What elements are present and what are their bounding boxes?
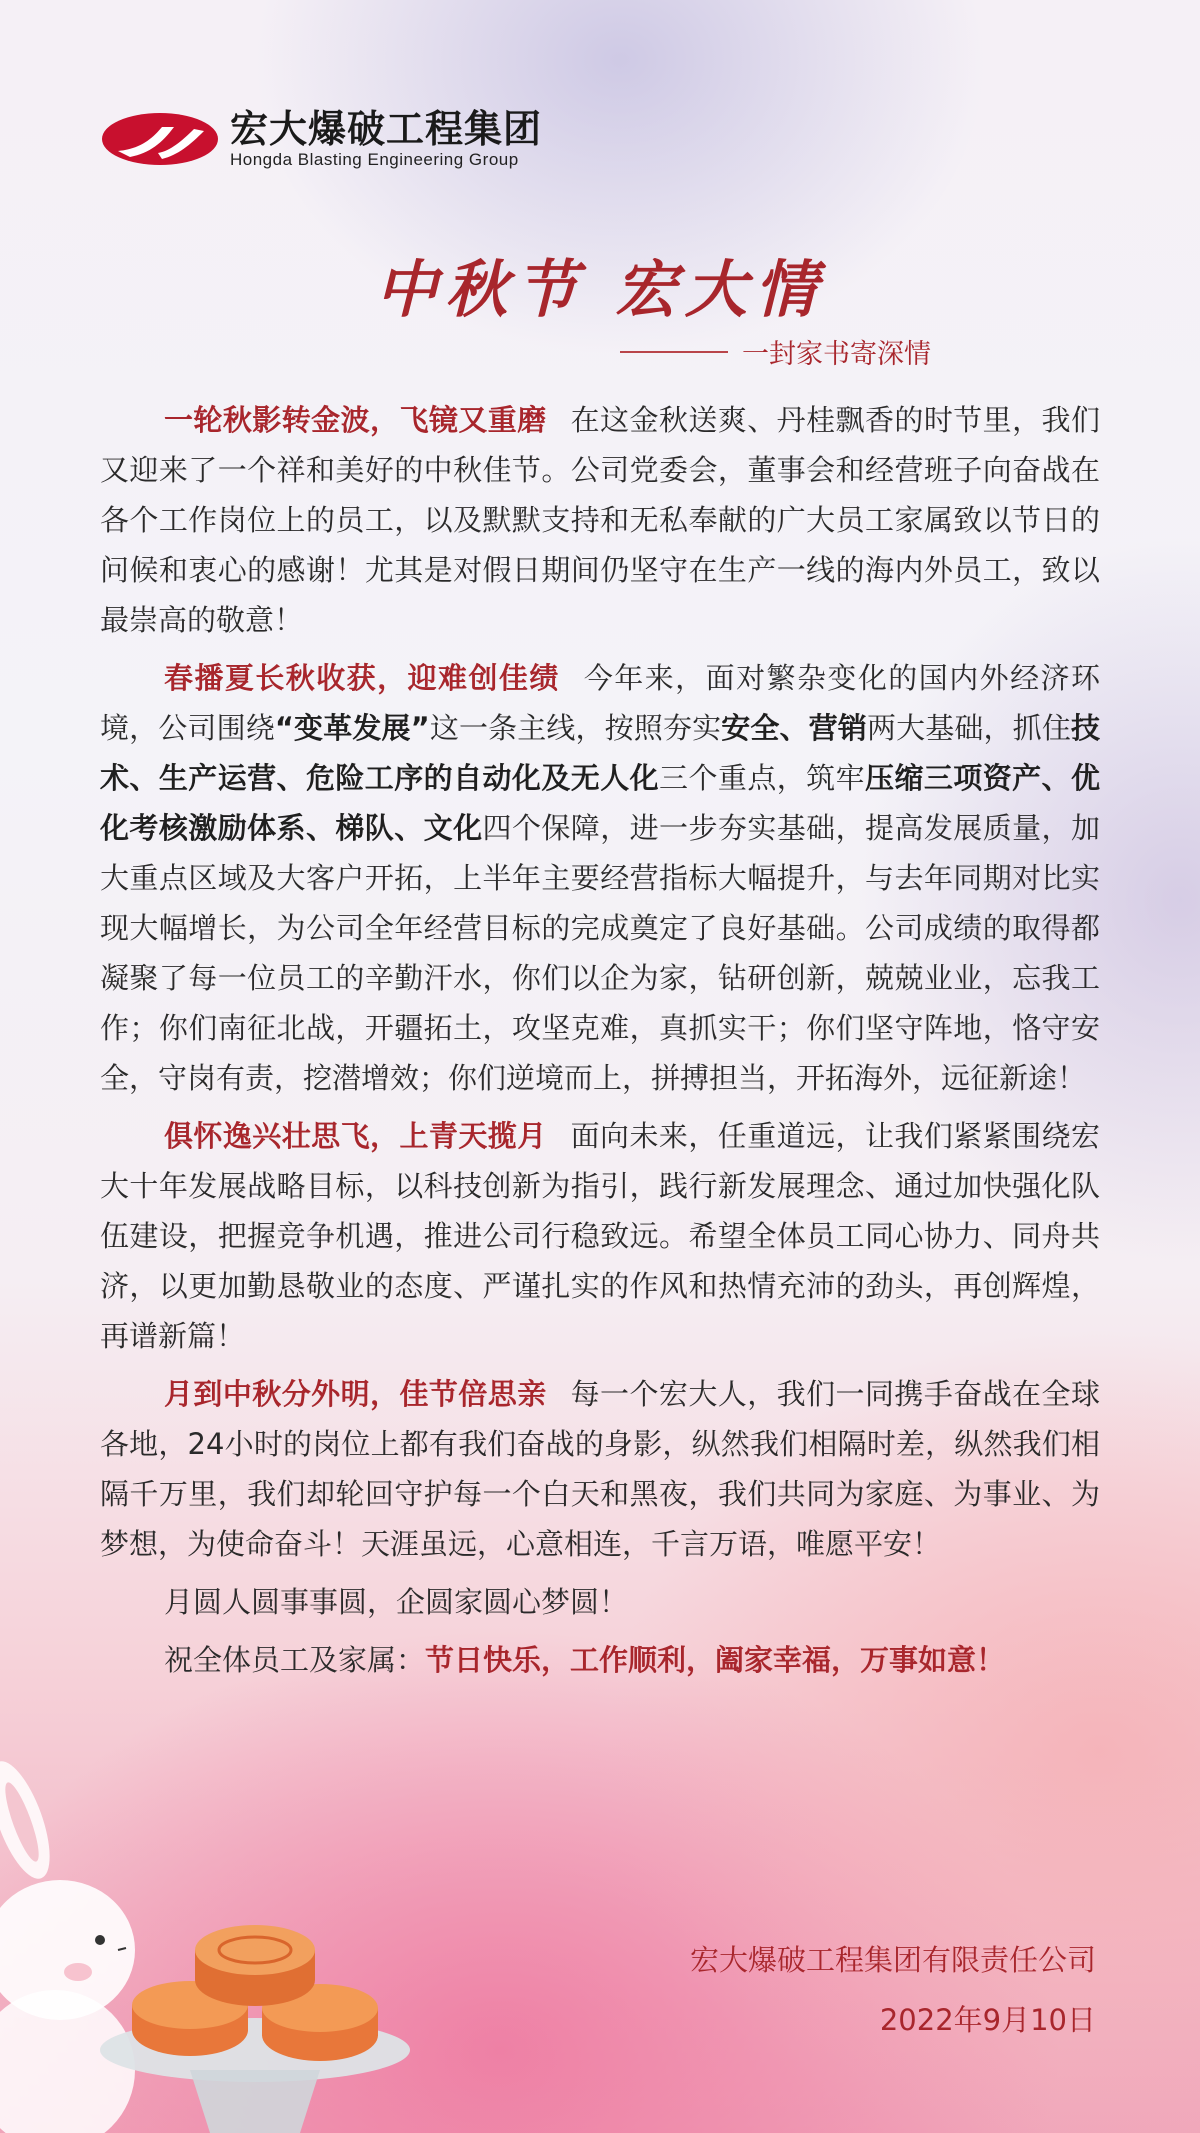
highlight-text: 技术、生产运营、危险工序的自动化及无人化 [100, 711, 1100, 795]
paragraph-text: 今年来，面对繁杂变化的国内外经济环境，公司围绕 [100, 661, 1100, 745]
paragraph-text: 这一条主线，按照夯实 [429, 711, 722, 745]
festival-decoration [0, 1750, 430, 2133]
wish-line [100, 1635, 1100, 1685]
signature-date: 2022年9月10日 [879, 2003, 1096, 2037]
logo-mark-icon [100, 109, 220, 169]
logo-name-cn: 宏大爆破工程集团 [230, 107, 543, 151]
highlight-text: 压缩三项资产、优化考核激励体系、梯队、文化 [100, 761, 1100, 845]
page-title: 中秋节 宏大情 [375, 253, 825, 326]
signature-company: 宏大爆破工程集团有限责任公司 [689, 1943, 1096, 1977]
subtitle-rule [620, 351, 728, 353]
paragraph-1 [100, 395, 1100, 645]
wish-text: 节日快乐，工作顺利，阖家幸福，万事如意！ [425, 1643, 1006, 1677]
paragraph-lead: 一轮秋影转金波，飞镜又重磨 [164, 403, 547, 437]
paragraph-4 [100, 1369, 1100, 1569]
paragraph-text: 三个重点，筑牢 [659, 761, 866, 795]
paragraph-text: 面向未来，任重道远，让我们紧紧围绕宏大十年发展战略目标，以科技创新为指引，践行新发展理念、通过加快强化队伍建设，把握竞争机遇，推进公司行稳致远。希望全体员工同心协力、同舟共济，以更加勤恳敬业的态度、严谨扎实的作风和热情充沛的劲头，再创辉煌，再谱新篇！ [100, 1119, 1100, 1353]
paragraph-text: 每一个宏大人，我们一同携手奋战在全球各地，24小时的岗位上都有我们奋战的身影，纵然我们相隔时差，纵然我们相隔千万里，我们却轮回守护每一个白天和黑夜，我们共同为家庭、为事业、为梦想，为使命奋斗！天涯虽远，心意相连，千言万语，唯愿平安！ [100, 1377, 1100, 1561]
rabbit-icon [0, 1754, 135, 2133]
subtitle [620, 332, 931, 371]
paragraph-text: 在这金秋送爽、丹桂飘香的时节里，我们又迎来了一个祥和美好的中秋佳节。公司党委会，董事会和经营班子向奋战在各个工作岗位上的员工，以及默默支持和无私奉献的广大员工家属致以节日的问候和衷心的感谢！尤其是对假日期间仍坚守在生产一线的海内外员工，致以最崇高的敬意！ [100, 403, 1100, 637]
paragraph-lead: 月到中秋分外明，佳节倍思亲 [164, 1377, 547, 1411]
signature [690, 1930, 1096, 2050]
subtitle-text: 一封家书寄深情 [742, 339, 931, 370]
logo-name-en: Hongda Blasting Engineering Group [230, 150, 519, 169]
paragraph-lead: 春播夏长秋收获，迎难创佳绩 [164, 661, 560, 695]
paragraph-lead: 俱怀逸兴壮思飞，上青天揽月 [164, 1119, 547, 1153]
paragraph-text: 两大基础，抓住 [866, 711, 1071, 745]
company-logo [100, 108, 542, 170]
paragraph-3 [100, 1111, 1100, 1361]
paragraph-2 [100, 653, 1100, 1103]
paragraph-text: 四个保障，进一步夯实基础，提高发展质量，加大重点区域及大客户开拓，上半年主要经营指标大幅提升，与去年同期对比实现大幅增长，为公司全年经营目标的完成奠定了良好基础。公司成绩的取得都凝聚了每一位员工的辛勤汗水，你们以企为家，钻研创新，兢兢业业，忘我工作；你们南征北战，开疆拓土，攻坚克难，真抓实干；你们坚守阵地，恪守安全，守岗有责，挖潜增效；你们逆境而上，拼搏担当，开拓海外，远征新途！ [100, 811, 1100, 1095]
highlight-text: 安全、营销 [721, 711, 867, 745]
letter-body [100, 395, 1100, 1693]
highlight-text: “变革发展” [274, 711, 430, 745]
closing-line: 月圆人圆事事圆，企圆家圆心梦圆！ [164, 1585, 629, 1619]
wish-prefix: 祝全体员工及家属： [164, 1643, 426, 1677]
